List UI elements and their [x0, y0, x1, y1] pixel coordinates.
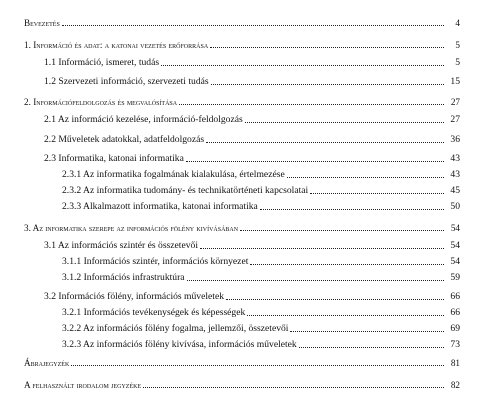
- toc-entry-section-3-1-1[interactable]: [62, 254, 460, 268]
- toc-leader-dots: [250, 264, 444, 265]
- toc-entry-title: 2. Információfeldolgozás és megvalósítása: [24, 97, 178, 107]
- toc-entry-section-2-2[interactable]: [44, 132, 460, 146]
- toc-entry-section-1-2[interactable]: [44, 74, 460, 88]
- toc-entry-page: 59: [450, 272, 460, 283]
- toc-leader-dots: [247, 315, 444, 316]
- toc-leader-dots: [179, 104, 444, 105]
- toc-leader-dots: [71, 365, 444, 366]
- toc-leader-dots: [161, 65, 444, 66]
- toc-entry-page: 45: [450, 185, 460, 196]
- toc-leader-dots: [287, 177, 444, 178]
- toc-entry-section-3-2-3[interactable]: [62, 337, 460, 351]
- toc-entry-page: 54: [450, 223, 460, 233]
- toc-entry-title: 3.2 Információs fölény, információs műveletek: [44, 291, 225, 302]
- toc-entry-title: 2.3.3 Alkalmazott informatika, katonai informatika: [62, 201, 258, 212]
- toc-leader-dots: [245, 122, 444, 123]
- toc-leader-dots: [226, 299, 444, 300]
- toc-entry-page: 36: [450, 134, 460, 145]
- toc-leader-dots: [186, 161, 444, 162]
- toc-entry-page: 27: [450, 97, 460, 107]
- toc-entry-section-2-3-3[interactable]: [62, 199, 460, 213]
- toc-entry-section-3-2[interactable]: [44, 289, 460, 303]
- toc-entry-title: 3. Az informatika szerepe az információs fölény kivívásában: [24, 223, 239, 233]
- toc-entry-page: 43: [450, 169, 460, 180]
- toc-entry-title: 3.1 Az információs szintér és összetevői: [44, 240, 198, 251]
- toc-leader-dots: [310, 193, 444, 194]
- toc-leader-dots: [187, 280, 444, 281]
- toc-leader-dots: [200, 248, 444, 249]
- toc-entry-chapter-3[interactable]: [24, 220, 460, 234]
- toc-entry-section-1-1[interactable]: [44, 55, 460, 69]
- toc-leader-dots: [240, 230, 444, 231]
- toc-entry-list-of-figures[interactable]: [24, 355, 460, 369]
- toc-entry-section-3-2-1[interactable]: [62, 305, 460, 319]
- toc-entry-page: 5: [455, 40, 460, 50]
- toc-entry-page: 27: [450, 114, 460, 125]
- toc-entry-page: 66: [450, 291, 460, 302]
- toc-entry-page: 54: [450, 256, 460, 267]
- toc-entry-title: 2.2 Műveletek adatokkal, adatfeldolgozás: [44, 134, 205, 145]
- toc-entry-page: 43: [450, 153, 460, 164]
- toc-leader-dots: [62, 25, 444, 26]
- toc-entry-page: 15: [450, 76, 460, 87]
- toc-leader-dots: [206, 142, 444, 143]
- toc-entry-title: 3.1.1 Információs szintér, információs környezet: [62, 256, 249, 267]
- toc-entry-title: A felhasznált irodalom jegyzéke: [24, 380, 142, 390]
- toc-entry-title: Bevezetés: [24, 18, 60, 28]
- toc-entry-page: 66: [450, 307, 460, 318]
- toc-entry-title: 2.3.1 Az informatika fogalmának kialakulása, értelmezése: [62, 169, 285, 180]
- toc-entry-chapter-2[interactable]: [24, 94, 460, 108]
- toc-entry-title: 3.1.2 Információs infrastruktúra: [62, 272, 185, 283]
- toc-leader-dots: [210, 47, 444, 48]
- toc-entry-section-2-1[interactable]: [44, 112, 460, 126]
- toc-leader-dots: [143, 387, 444, 388]
- toc-entry-title: 1.1 Információ, ismeret, tudás: [44, 57, 160, 68]
- toc-leader-dots: [299, 347, 444, 348]
- toc-entry-section-2-3-1[interactable]: [62, 167, 460, 181]
- toc-entry-title: 2.3 Informatika, katonai informatika: [44, 153, 184, 164]
- toc-entry-title: 1.2 Szervezeti információ, szervezeti tudás: [44, 76, 209, 87]
- toc-entry-section-2-3-2[interactable]: [62, 183, 460, 197]
- toc-entry-page: 5: [455, 57, 460, 68]
- toc-entry-section-3-1-2[interactable]: [62, 270, 460, 284]
- toc-entry-title: 3.2.3 Az információs fölény kivívása, információs műveletek: [62, 339, 297, 350]
- toc-entry-title: 3.2.1 Információs tevékenységek és képességek: [62, 307, 246, 318]
- toc-entry-page: 81: [450, 358, 460, 368]
- toc-entry-page: 4: [455, 18, 460, 28]
- toc-entry-title: 2.3.2 Az informatika tudomány- és technikatörténeti kapcsolatai: [62, 185, 309, 196]
- toc-entry-page: 73: [450, 339, 460, 350]
- toc-leader-dots: [260, 209, 444, 210]
- toc-entry-section-2-3[interactable]: [44, 151, 460, 165]
- toc-entry-section-3-2-2[interactable]: [62, 321, 460, 335]
- toc-entry-title: 1. Információ és adat: a katonai vezetés erőforrása: [24, 40, 209, 50]
- toc-entry-page: 82: [450, 380, 460, 390]
- toc-leader-dots: [211, 84, 444, 85]
- toc-entry-section-3-1[interactable]: [44, 238, 460, 252]
- toc-entry-chapter-1[interactable]: [24, 37, 460, 51]
- toc-leader-dots: [290, 331, 444, 332]
- toc-entry-title: 3.2.2 Az információs fölény fogalma, jellemzői, összetevői: [62, 323, 289, 334]
- toc-entry-page: 69: [450, 323, 460, 334]
- toc-entry-page: 54: [450, 240, 460, 251]
- toc-entry-bibliography[interactable]: [24, 377, 460, 391]
- toc-entry-introduction[interactable]: [24, 15, 460, 29]
- toc-entry-page: 50: [450, 201, 460, 212]
- toc-entry-title: 2.1 Az információ kezelése, információ-feldolgozás: [44, 114, 243, 125]
- toc-entry-title: Ábrajegyzék: [24, 358, 70, 368]
